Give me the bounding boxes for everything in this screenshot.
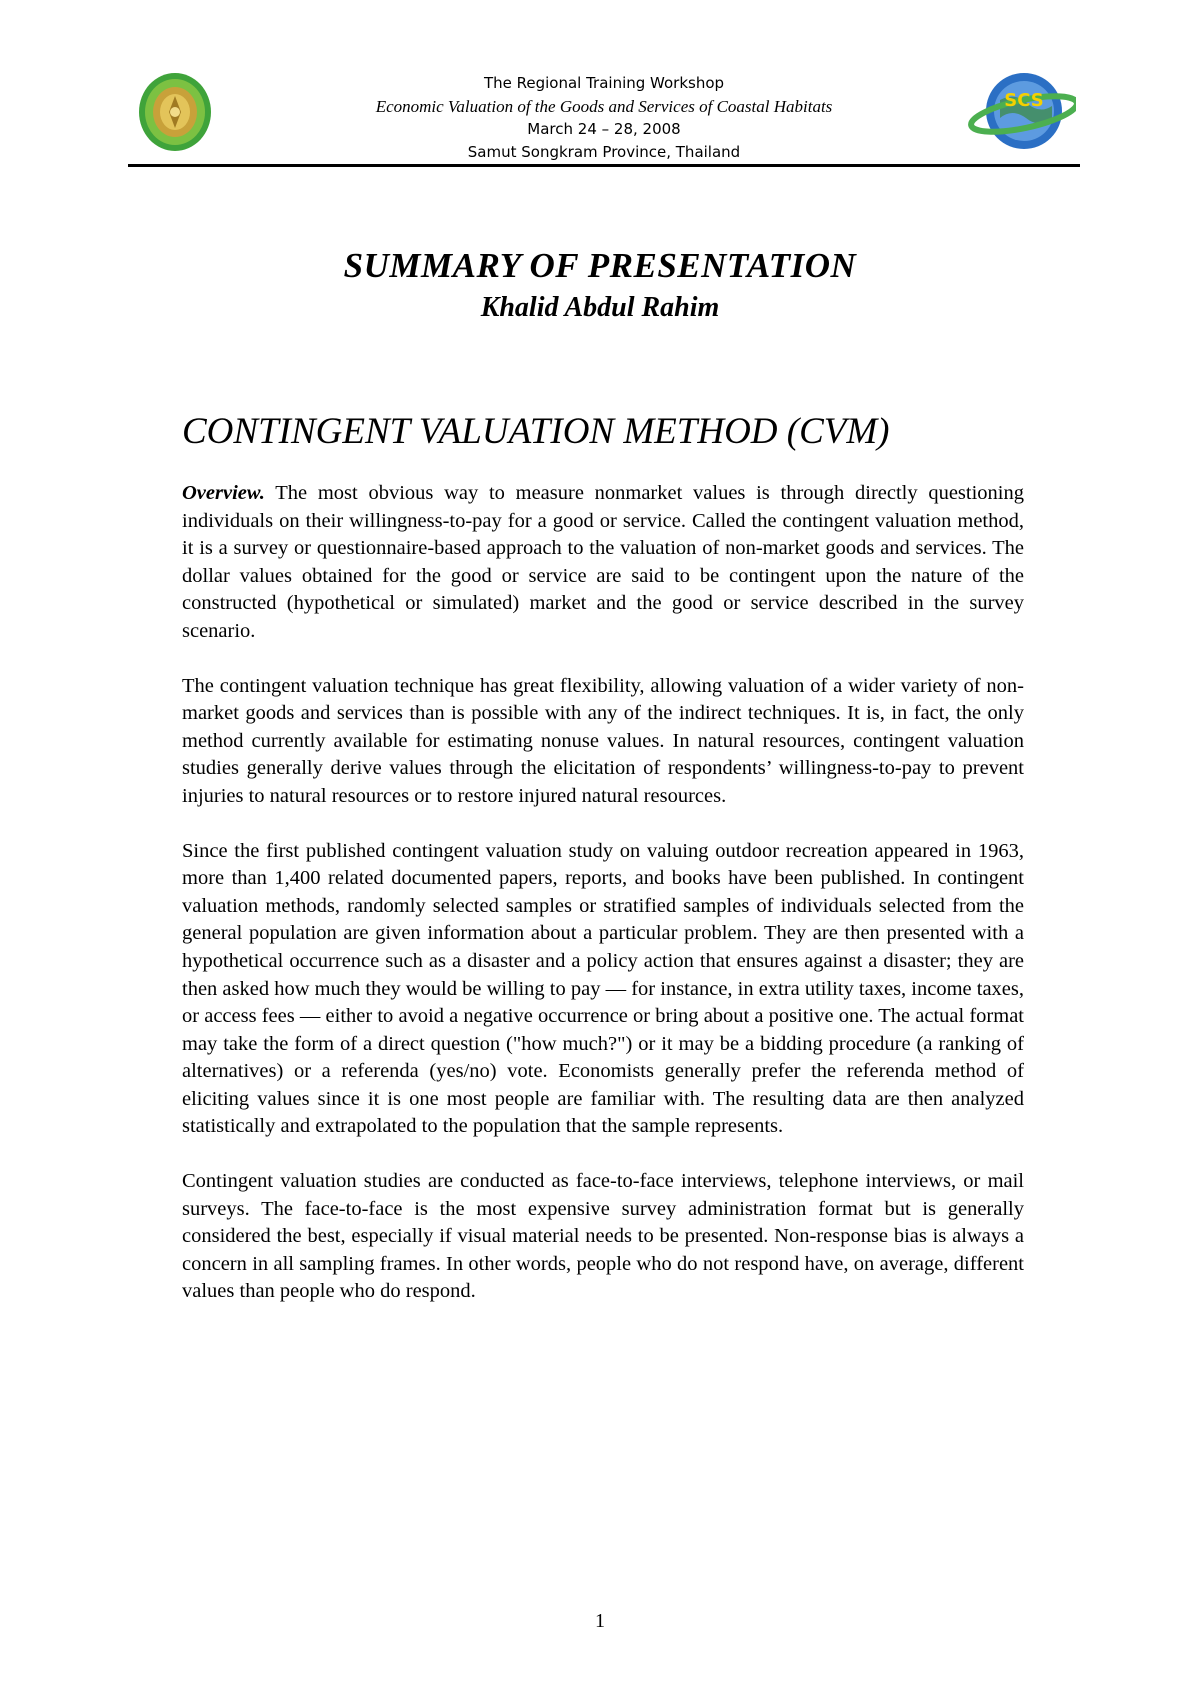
author-name: Khalid Abdul Rahim [480,292,720,323]
paragraph-overview [182,480,1024,646]
header-dates: March 24 – 28, 2008 [527,120,681,138]
page-header [128,64,1080,167]
page-number: 1 [595,1610,605,1632]
scs-logo-lettering: SCS [1004,90,1044,111]
body-text [182,480,1024,1333]
header-workshop-name: The Regional Training Workshop [483,74,725,92]
paragraph-flexibility: The contingent valuation technique has great flexibility, allowing valuation of a wider variety of non-market goods and services than is possible with any of the indirect techniques. It is, in fact, the only method currently available for estimating nonuse values. In natural resources, contingent valuation studies generally derive values through the elicitation of respondents’ willingness-to-pay to prevent injuries to natural resources or to restore injured natural resources. [182,674,1024,807]
paragraph-lead: Overview. [182,482,265,504]
paragraph-text: The most obvious way to measure nonmarket values is through directly questioning individuals on their willingness-to-pay for a good or service. Called the contingent valuation method, it is a survey or questionnaire-based approach to the valuation of non-market goods and services. The dollar values obtained for the good or service are said to be contingent upon the nature of the constructed (hypothetical or simulated) market and the good or service described in the survey scenario. [182,482,1024,642]
workshop-seal-logo [138,72,212,152]
header-event-title: Economic Valuation of the Goods and Services of Coastal Habitats [375,97,833,116]
document-title: SUMMARY OF PRESENTATION [343,246,857,285]
paragraph-survey-formats: Contingent valuation studies are conducted as face-to-face interviews, telephone interviews, or mail surveys. The face-to-face is the most expensive survey administration format but is generally considered the best, especially if visual material needs to be presented. Non-response bias is always a concern in all sampling frames. In other words, people who do not respond have, on average, different values than people who do respond. [182,1170,1024,1303]
header-location: Samut Songkram Province, Thailand [467,143,741,161]
scs-globe-logo [966,70,1076,152]
paragraph-history: Since the first published contingent valuation study on valuing outdoor recreation appeared in 1963, more than 1,400 related documented papers, reports, and books have been published. In contingent valuation methods, randomly selected samples or stratified samples of individuals selected from the general population are given information about a particular problem. They are then presented with a hypothetical occurrence such as a disaster and a policy action that ensures against a disaster; they are then asked how much they would be willing to pay — for instance, in extra utility taxes, income taxes, or access fees — either to avoid a negative occurrence or bring about a positive one. The actual format may take the form of a direct question ("how much?") or it may be a bidding procedure (a ranking of alternatives) or a referenda (yes/no) vote. Economists generally prefer the referenda method of eliciting values since it is one most people are familiar with. The resulting data are then analyzed statistically and extrapolated to the population that the sample represents. [182,839,1025,1138]
header-text-block [248,72,960,164]
section-heading: CONTINGENT VALUATION METHOD (CVM) [182,411,890,452]
